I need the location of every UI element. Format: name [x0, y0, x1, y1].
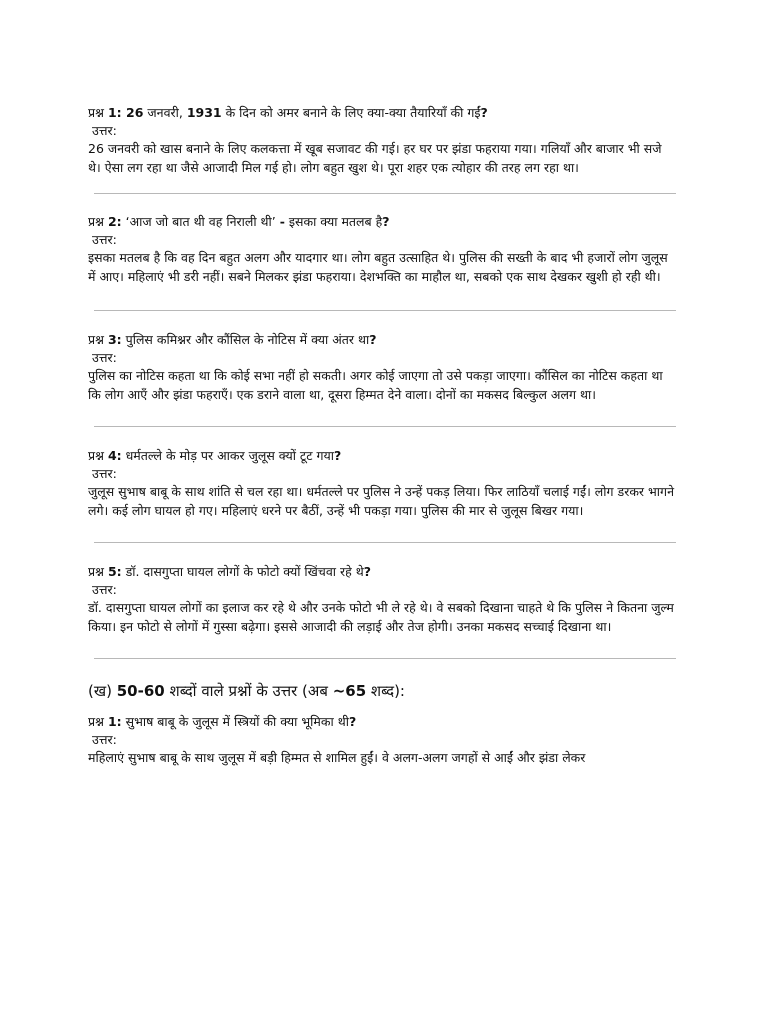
divider — [94, 658, 676, 659]
answer-label: उत्तर: — [92, 732, 117, 747]
question-block — [88, 331, 676, 404]
answer-text: इसका मतलब है कि वह दिन बहुत अलग और यादगार था। लोग बहुत उत्साहित थे। पुलिस की सख्ती के बाद भी हजारों लोग जुलूस में आए। महिलाएं भी डरी नहीं। सबने मिलकर झंडा फहराया। देशभक्ति का माहौल था, सबको एक साथ देखकर खुशी हो रही थी। — [88, 250, 668, 284]
document-page — [88, 104, 676, 768]
question-block — [88, 213, 676, 286]
answer-label: उत्तर: — [92, 466, 117, 481]
question-block — [88, 104, 676, 177]
answer-text: महिलाएं सुभाष बाबू के साथ जुलूस में बड़ी हिम्मत से शामिल हुईं। वे अलग-अलग जगहों से आईं और झंडा लेकर — [88, 750, 586, 765]
question-block — [88, 563, 676, 636]
question-block — [88, 713, 676, 768]
divider — [94, 310, 676, 311]
divider — [94, 542, 676, 543]
answer-label: उत्तर: — [92, 232, 117, 247]
answer-label: उत्तर: — [92, 123, 117, 138]
answer-text: जुलूस सुभाष बाबू के साथ शांति से चल रहा था। धर्मतल्ले पर पुलिस ने उन्हें पकड़ लिया। फिर लाठियाँ चलाई गईं। लोग डरकर भागने लगे। कई लोग घायल हो गए। महिलाएं धरने पर बैठीं, उन्हें भी पकड़ा गया। पुलिस की मार से जुलूस बिखर गया। — [88, 484, 675, 518]
divider — [94, 426, 676, 427]
answer-text: डॉ. दासगुप्ता घायल लोगों का इलाज कर रहे थे और उनके फोटो भी ले रहे थे। वे सबको दिखाना चाहते थे कि पुलिस ने कितना जुल्म किया। इन फोटो से लोगों में गुस्सा बढ़ेगा। इससे आजादी की लड़ाई और तेज होगी। उनका मकसद सच्चाई दिखाना था। — [88, 600, 674, 634]
question-text: प्रश्न 4: धर्मतल्ले के मोड़ पर आकर जुलूस क्यों टूट गया? — [88, 448, 342, 463]
question-text: प्रश्न 2: ‘आज जो बात थी वह निराली थी’ - इसका क्या मतलब है? — [88, 214, 390, 229]
question-text: प्रश्न 1: 26 जनवरी, 1931 के दिन को अमर बनाने के लिए क्या-क्या तैयारियाँ की गईं? — [88, 105, 488, 120]
answer-label: उत्तर: — [92, 582, 117, 597]
question-block — [88, 447, 676, 520]
answer-text: पुलिस का नोटिस कहता था कि कोई सभा नहीं हो सकती। अगर कोई जाएगा तो उसे पकड़ा जाएगा। कौंसिल का नोटिस कहता था कि लोग आएँ और झंडा फहराएँ। एक डराने वाला था, दूसरा हिम्मत देने वाला। दोनों का मकसद बिल्कुल अलग था। — [88, 368, 663, 402]
question-text: प्रश्न 5: डॉ. दासगुप्ता घायल लोगों के फोटो क्यों खिंचवा रहे थे? — [88, 564, 371, 579]
question-text: प्रश्न 3: पुलिस कमिश्नर और कौंसिल के नोटिस में क्या अंतर था? — [88, 332, 377, 347]
section-heading: (ख) 50-60 शब्दों वाले प्रश्नों के उत्तर (अब ~65 शब्द): — [88, 682, 405, 700]
question-text: प्रश्न 1: सुभाष बाबू के जुलूस में स्त्रियों की क्या भूमिका थी? — [88, 714, 357, 729]
answer-label: उत्तर: — [92, 350, 117, 365]
divider — [94, 193, 676, 194]
answer-text: 26 जनवरी को खास बनाने के लिए कलकत्ता में खूब सजावट की गई। हर घर पर झंडा फहराया गया। गलियाँ और बाजार भी सजे थे। ऐसा लग रहा था जैसे आजादी मिल गई हो। लोग बहुत खुश थे। पूरा शहर एक त्योहार की तरह लग रहा था। — [88, 141, 662, 175]
